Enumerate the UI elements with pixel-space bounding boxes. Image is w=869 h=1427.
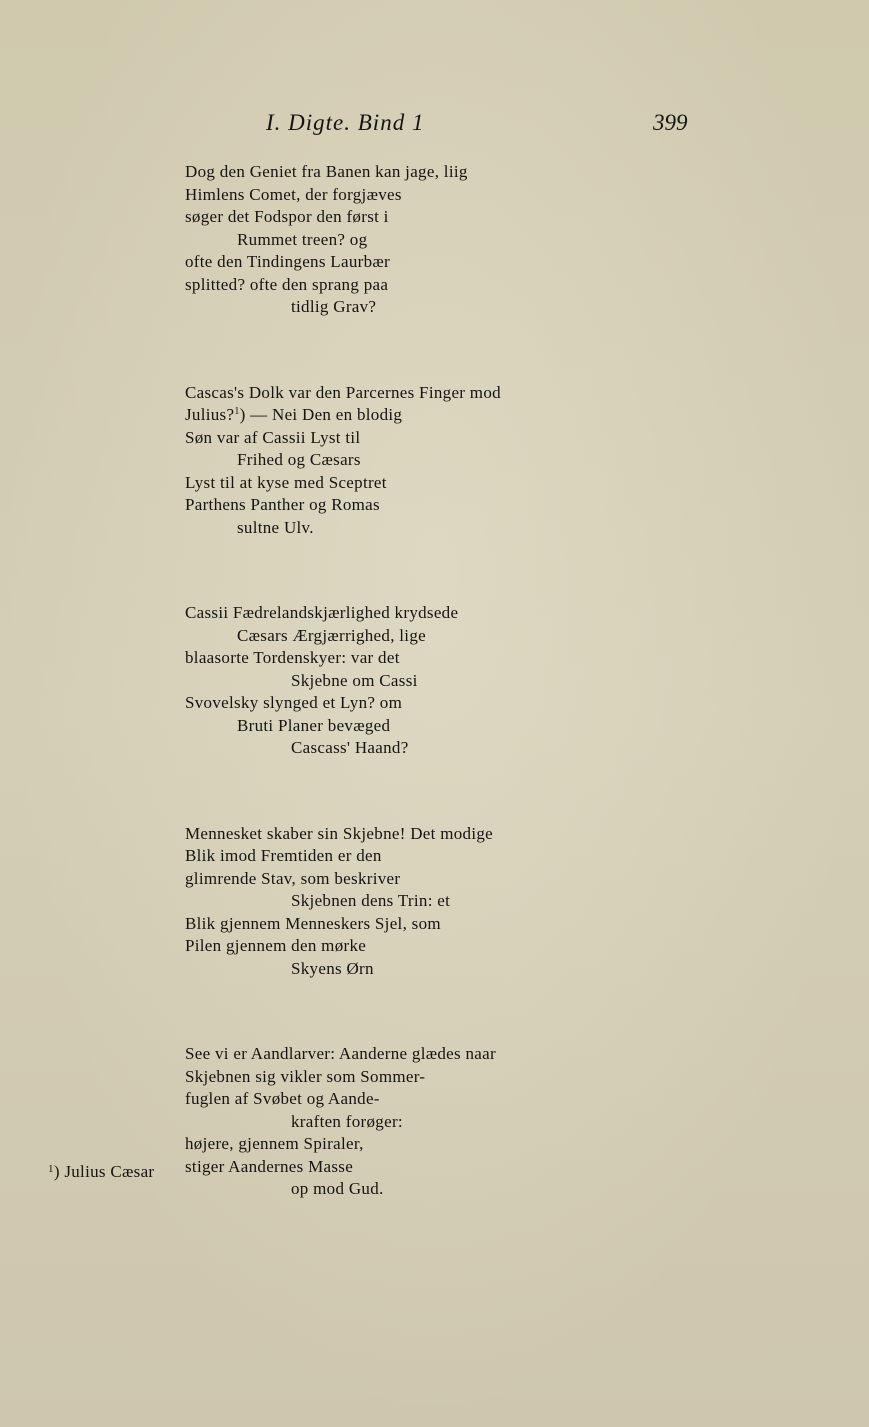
poem-line: ofte den Tindingens Laurbær [185,252,391,271]
poem-line: Bruti Planer bevæged [237,715,391,735]
poem-line: Skyens Ørn [291,958,374,978]
poem-line [185,404,625,427]
poem-line: Lyst til at kyse med Sceptret [185,472,387,492]
poem-line: Cassii Fædrelandskjærlighed krydsede [185,603,459,622]
poem-line: Himlens Comet, der forgjæves [185,184,402,204]
footnote [48,1162,154,1182]
poem-line: Søn var af Cassii Lyst til [185,427,361,447]
poem-line: højere, gjennem Spiraler, [185,1134,364,1153]
poem-line-part: ) — Nei Den en blodig [239,405,403,424]
footnote-paren: ) [53,1162,60,1181]
poem-line: fuglen af Svøbet og Aande- [185,1089,380,1108]
poem-line: kraften forøger: [291,1111,403,1131]
poem-line: Cascass' Haand? [291,738,409,757]
poem-line: blaasorte Tordenskyer: var det [185,648,400,667]
running-title: I. Digte. Bind 1 [266,110,425,135]
poem-line: søger det Fodspor den først i [185,207,389,226]
poem-line: Mennesket skaber sin Skjebne! Det modige [185,823,494,843]
poem-line: stiger Aandernes Masse [185,1156,354,1176]
poem [185,161,625,1264]
poem-line: Pilen gjennem den mørke [185,936,367,955]
poem-line: Rummet treen? og [237,229,368,249]
poem-line: Skjebne om Cassi [291,670,418,690]
poem-line: Cascas's Dolk var den Parcernes Finger mod [185,382,501,402]
footnote-text: Julius Cæsar [64,1162,155,1181]
stanza-5 [185,1043,625,1201]
poem-line: Dog den Geniet fra Banen kan jage, liig [185,162,468,181]
poem-line: See vi er Aandlarver: Aanderne glædes naar [185,1044,496,1063]
poem-line: Skjebnen dens Trin: et [291,891,451,910]
poem-line: Svovelsky slynged et Lyn? om [185,693,403,712]
poem-line: tidlig Grav? [291,297,377,316]
poem-line: Cæsars Ærgjærrighed, lige [237,625,426,645]
footnote-marker: 1 [48,1163,54,1175]
poem-line: Blik imod Fremtiden er den [185,846,382,865]
page-number: 399 [653,110,688,135]
stanza-4 [185,823,625,981]
page-header [0,110,869,144]
poem-line-part: Julius? [185,405,235,424]
poem-line: Skjebnen sig vikler som Sommer- [185,1066,426,1086]
poem-line: Frihed og Cæsars [237,450,361,469]
poem-line: Parthens Panther og Romas [185,495,380,514]
poem-line: Blik gjennem Menneskers Sjel, som [185,913,441,933]
stanza-3 [185,602,625,760]
stanza-2 [185,382,625,540]
poem-line: op mod Gud. [291,1179,384,1198]
poem-line: splitted? ofte den sprang paa [185,274,389,294]
stanza-1 [185,161,625,319]
poem-line: sultne Ulv. [237,517,314,537]
footnote-reference: 1 [234,406,240,417]
poem-line: glimrende Stav, som beskriver [185,868,401,888]
